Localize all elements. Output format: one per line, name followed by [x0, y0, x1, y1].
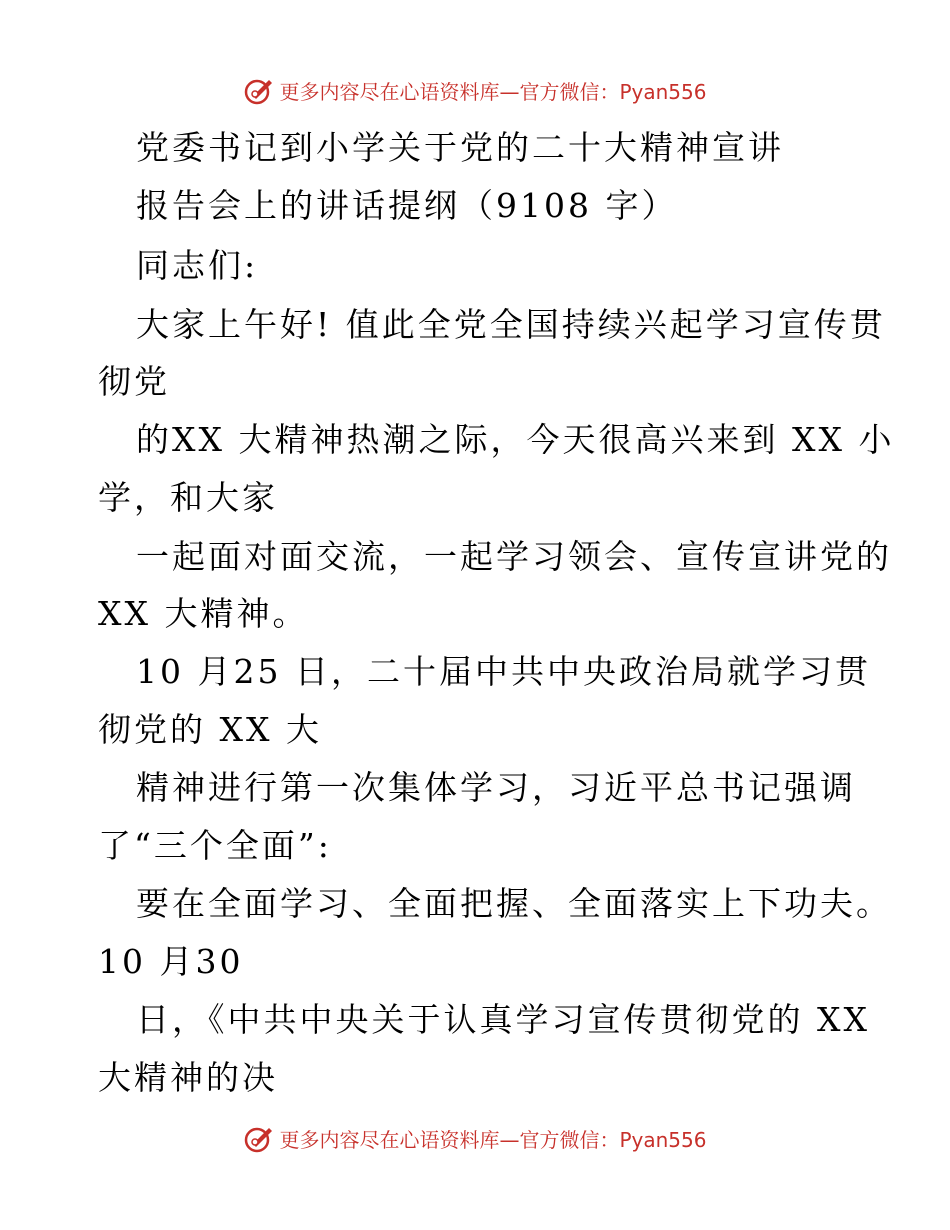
paragraph-line: 大精神的决 [98, 1058, 278, 1097]
paragraph-line: 的XX 大精神热潮之际，今天很高兴来到 XX 小 [136, 420, 895, 459]
paragraph-line: 了“三个全面”: [98, 826, 332, 865]
paragraph-line: 学，和大家 [98, 478, 278, 517]
pen-circle-logo-icon [243, 1122, 275, 1154]
paragraph-line: 大家上午好! 值此全党全国持续兴起学习宣传贯 [136, 305, 886, 344]
doc-title-line-2: 报告会上的讲话提纲（9108 字） [136, 186, 678, 225]
footer-banner [243, 1122, 706, 1154]
paragraph-line: 10 月25 日，二十届中共中央政治局就学习贯 [136, 652, 871, 691]
paragraph-line: XX 大精神。 [98, 594, 309, 633]
paragraph-line: 彻党的 XX 大 [98, 710, 322, 749]
paragraph-line: 日，《中共中央关于认真学习宣传贯彻党的 XX [136, 1000, 870, 1039]
paragraph-line: 要在全面学习、全面把握、全面落实上下功夫。 [136, 884, 892, 923]
salutation: 同志们: [136, 246, 259, 285]
paragraph-line: 10 月30 [98, 942, 244, 981]
paragraph-line: 一起面对面交流，一起学习领会、宣传宣讲党的 [136, 537, 892, 576]
footer-banner-text: 更多内容尽在心语资料库—官方微信：Pyan556 [279, 1127, 707, 1152]
page-footer [0, 1118, 950, 1158]
paragraph-line: 彻党 [98, 362, 170, 401]
doc-title-line-1: 党委书记到小学关于党的二十大精神宣讲 [136, 128, 784, 167]
paragraph-line: 精神进行第一次集体学习，习近平总书记强调 [136, 768, 856, 807]
header-banner-text: 更多内容尽在心语资料库—官方微信：Pyan556 [279, 79, 707, 104]
